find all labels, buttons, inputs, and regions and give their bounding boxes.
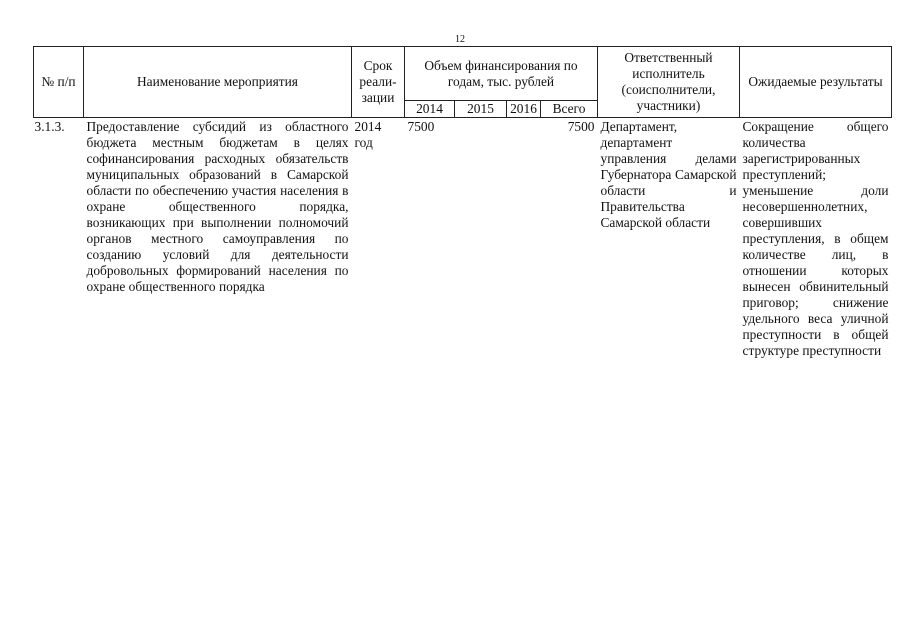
header-funding: Объем финансирования по годам, тыс. рублей bbox=[405, 47, 598, 101]
row-amount-2015 bbox=[455, 118, 507, 360]
row-results: Сокращение общего количества зарегистрированных преступлений; уменьшение доли несовершеннолетних, совершивших преступления, в общем количестве лиц, в отношении которых вынесен обвинительный приговор; снижение удельного веса уличной преступности в общей структуре преступности bbox=[742, 119, 889, 358]
measures-table bbox=[33, 46, 892, 359]
header-year-2016: 2016 bbox=[507, 101, 541, 118]
header-term: Срок реали-зации bbox=[352, 47, 405, 118]
row-name: Предоставление субсидий из областного бюджета местным бюджетам в целях софинансирования расходных обязательств муниципальных образований в Самарской области по обеспечению участия населения в охране общественного порядка, возникающих при выполнении полномочий органов местного самоуправления по созданию условий для деятельности добровольных формирований населения по охране общественного порядка bbox=[86, 119, 349, 294]
header-year-2014: 2014 bbox=[405, 101, 455, 118]
header-responsible: Ответственный исполнитель (соисполнители, участники) bbox=[598, 47, 740, 118]
row-term: 2014 год bbox=[354, 119, 382, 150]
header-total: Всего bbox=[541, 101, 598, 118]
header-results: Ожидаемые результаты bbox=[740, 47, 892, 118]
page-number: 12 bbox=[455, 34, 465, 45]
row-number: 3.1.3. bbox=[34, 119, 65, 134]
row-amount-2014: 7500 bbox=[407, 119, 435, 134]
row-amount-2016 bbox=[507, 118, 541, 360]
row-total: 7500 bbox=[567, 119, 595, 134]
header-name: Наименование мероприятия bbox=[84, 47, 352, 118]
table-row bbox=[34, 118, 892, 360]
row-responsible: Департамент, департамент управления делами Губернатора Самарской области и Правительства Самарской области bbox=[600, 119, 737, 230]
header-year-2015: 2015 bbox=[455, 101, 507, 118]
header-number: № п/п bbox=[34, 47, 84, 118]
